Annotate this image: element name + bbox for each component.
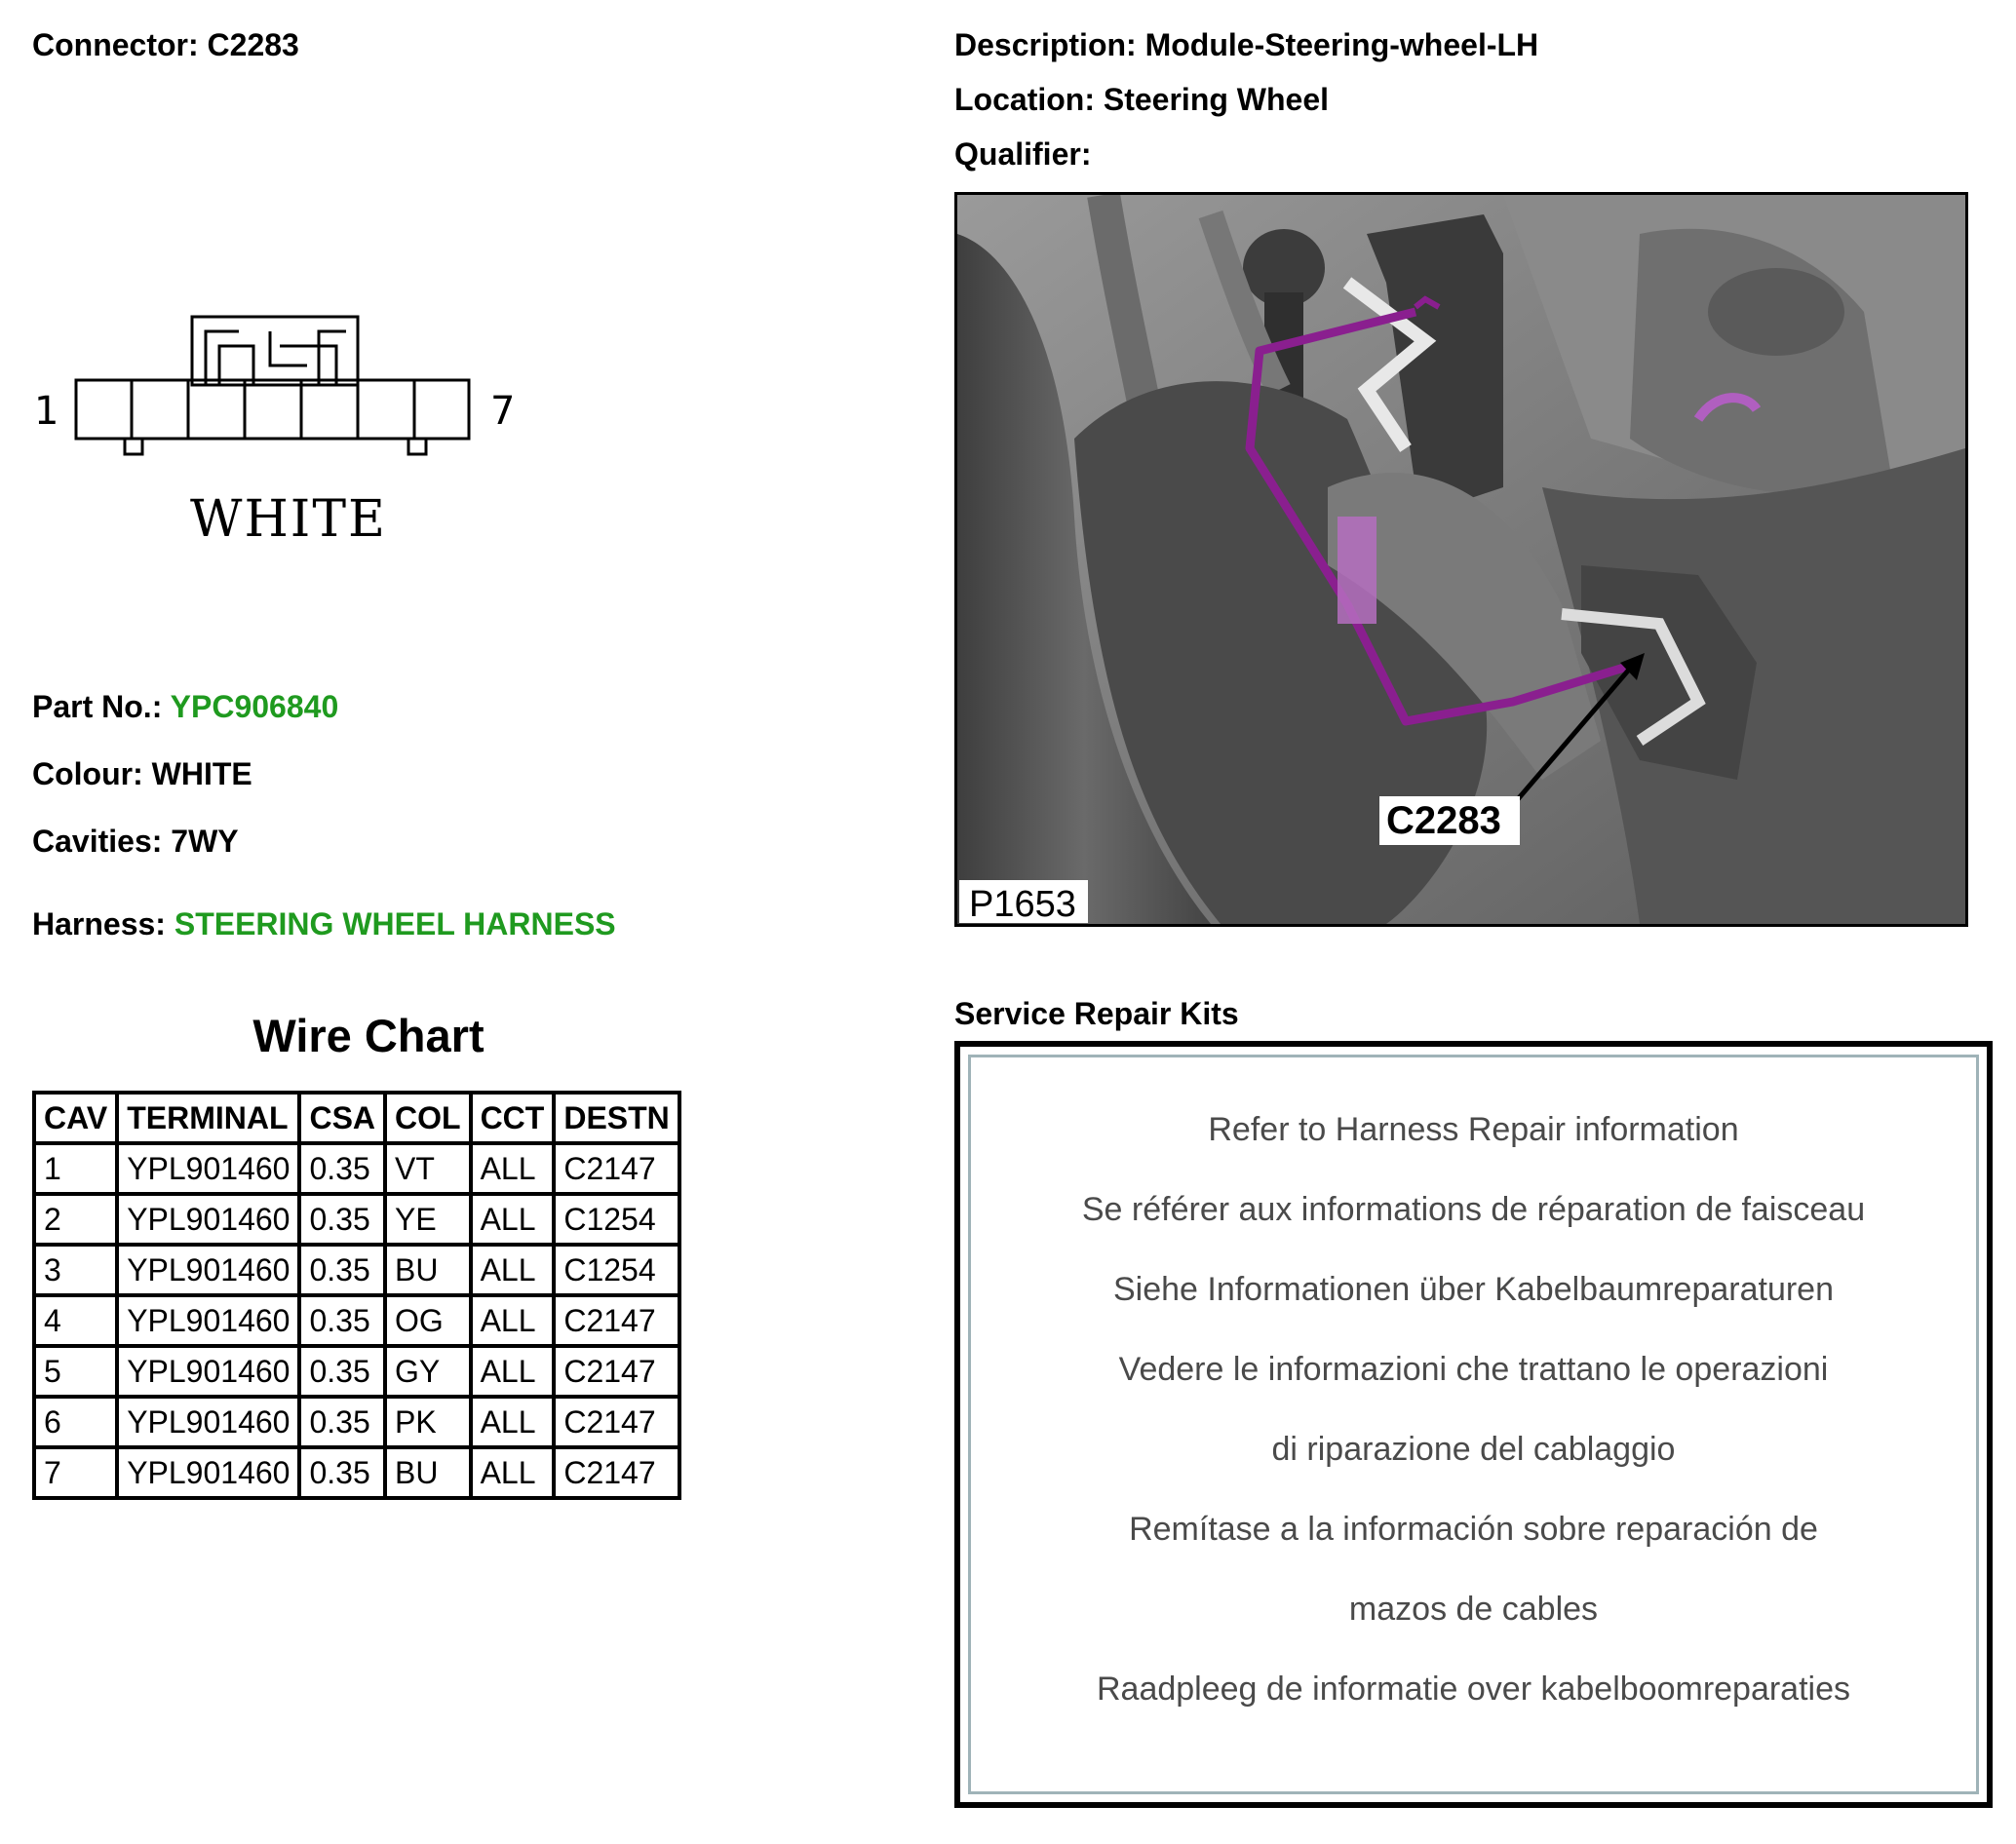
colour-field — [32, 756, 252, 792]
header-col: COL — [385, 1093, 471, 1143]
cell-col: PK — [385, 1397, 471, 1447]
connector-label: Connector: — [32, 27, 199, 62]
diagram-colour-label: WHITE — [190, 490, 387, 549]
table-row — [34, 1194, 679, 1245]
cell-cct: ALL — [471, 1447, 555, 1498]
header-cct: CCT — [471, 1093, 555, 1143]
cell-terminal: YPL901460 — [117, 1346, 299, 1397]
callout-label: C2283 — [1386, 799, 1501, 842]
cell-cav: 7 — [34, 1447, 117, 1498]
connector-value: C2283 — [207, 27, 299, 62]
cell-csa: 0.35 — [299, 1295, 385, 1346]
cell-csa: 0.35 — [299, 1346, 385, 1397]
cell-cav: 6 — [34, 1397, 117, 1447]
cell-cct: ALL — [471, 1194, 555, 1245]
service-repair-kits-inner — [968, 1055, 1979, 1794]
service-repair-kits-box — [954, 1041, 1993, 1808]
table-row — [34, 1295, 679, 1346]
harness-field — [32, 906, 616, 942]
table-row — [34, 1397, 679, 1447]
connector-foot-right — [408, 439, 426, 454]
description-label: Description: — [954, 27, 1137, 62]
qualifier-label: Qualifier: — [954, 136, 1092, 172]
description-field — [954, 27, 1538, 63]
cell-terminal: YPL901460 — [117, 1245, 299, 1295]
table-row — [34, 1245, 679, 1295]
table-row — [34, 1447, 679, 1498]
cell-cct: ALL — [471, 1397, 555, 1447]
cell-destn: C2147 — [554, 1143, 678, 1194]
cell-destn: C2147 — [554, 1346, 678, 1397]
cell-csa: 0.35 — [299, 1143, 385, 1194]
kit-line-fr: Se référer aux informations de réparation de faisceau — [1081, 1191, 1866, 1228]
cell-col: OG — [385, 1295, 471, 1346]
connector-latch — [192, 317, 358, 385]
part-number-label: Part No.: — [32, 689, 163, 724]
cell-cav: 3 — [34, 1245, 117, 1295]
harness-label: Harness: — [32, 906, 166, 941]
cell-col: YE — [385, 1194, 471, 1245]
cavities-field — [32, 824, 239, 860]
kit-line-it-2: di riparazione del cablaggio — [1271, 1431, 1676, 1468]
location-value: Steering Wheel — [1103, 82, 1330, 117]
cell-terminal: YPL901460 — [117, 1295, 299, 1346]
kit-line-it-1: Vedere le informazioni che trattano le operazioni — [1118, 1351, 1829, 1388]
wire-chart-title: Wire Chart — [252, 1010, 485, 1061]
cavities-value: 7WY — [171, 824, 239, 859]
cell-col: GY — [385, 1346, 471, 1397]
kit-line-en: Refer to Harness Repair information — [1208, 1111, 1739, 1148]
cell-csa: 0.35 — [299, 1245, 385, 1295]
connector-face-diagram — [24, 297, 531, 560]
location-label: Location: — [954, 82, 1095, 117]
kit-line-de: Siehe Informationen über Kabelbaumreparaturen — [1112, 1271, 1835, 1308]
cell-csa: 0.35 — [299, 1447, 385, 1498]
cell-terminal: YPL901460 — [117, 1397, 299, 1447]
cell-col: VT — [385, 1143, 471, 1194]
table-row — [34, 1346, 679, 1397]
description-value: Module-Steering-wheel-LH — [1144, 27, 1539, 62]
location-photo — [954, 192, 1968, 927]
pin-1-label: 1 — [34, 389, 59, 434]
cell-col: BU — [385, 1245, 471, 1295]
steering-column-illustration — [957, 195, 1965, 924]
cell-cct: ALL — [471, 1346, 555, 1397]
cell-cav: 1 — [34, 1143, 117, 1194]
cell-destn: C2147 — [554, 1295, 678, 1346]
cavities-label: Cavities: — [32, 824, 163, 859]
figure-id: P1653 — [969, 884, 1076, 924]
latch-detail — [206, 331, 346, 385]
kit-line-es-2: mazos de cables — [1348, 1591, 1599, 1628]
header-csa: CSA — [299, 1093, 385, 1143]
cell-csa: 0.35 — [299, 1194, 385, 1245]
pin-7-label: 7 — [490, 389, 516, 434]
header-terminal: TERMINAL — [117, 1093, 299, 1143]
header-cav: CAV — [34, 1093, 117, 1143]
cell-destn: C1254 — [554, 1194, 678, 1245]
kit-line-nl: Raadpleeg de informatie over kabelboomreparaties — [1096, 1671, 1851, 1708]
service-repair-kits-title: Service Repair Kits — [954, 996, 1239, 1031]
cell-col: BU — [385, 1447, 471, 1498]
cell-terminal: YPL901460 — [117, 1143, 299, 1194]
cell-destn: C2147 — [554, 1447, 678, 1498]
cell-cav: 4 — [34, 1295, 117, 1346]
connector-body — [76, 380, 469, 439]
connector-field — [32, 27, 299, 63]
cell-destn: C2147 — [554, 1397, 678, 1447]
cell-cct: ALL — [471, 1245, 555, 1295]
cell-cct: ALL — [471, 1143, 555, 1194]
qualifier-field — [954, 136, 1091, 173]
cell-terminal: YPL901460 — [117, 1194, 299, 1245]
colour-label: Colour: — [32, 756, 143, 791]
wire-chart-header-row — [34, 1093, 679, 1143]
cell-destn: C1254 — [554, 1245, 678, 1295]
table-row — [34, 1143, 679, 1194]
connector-foot-left — [125, 439, 142, 454]
header-destn: DESTN — [554, 1093, 678, 1143]
location-field — [954, 82, 1329, 118]
cell-cav: 2 — [34, 1194, 117, 1245]
cell-csa: 0.35 — [299, 1397, 385, 1447]
colour-value: WHITE — [151, 756, 252, 791]
kit-line-es-1: Remítase a la información sobre reparación de — [1129, 1511, 1818, 1548]
cell-terminal: YPL901460 — [117, 1447, 299, 1498]
part-number-link[interactable]: YPC906840 — [170, 689, 339, 724]
cell-cct: ALL — [471, 1295, 555, 1346]
part-number-field — [32, 689, 338, 725]
harness-link[interactable]: STEERING WHEEL HARNESS — [174, 906, 616, 941]
wire-chart-table — [32, 1091, 681, 1500]
cell-cav: 5 — [34, 1346, 117, 1397]
